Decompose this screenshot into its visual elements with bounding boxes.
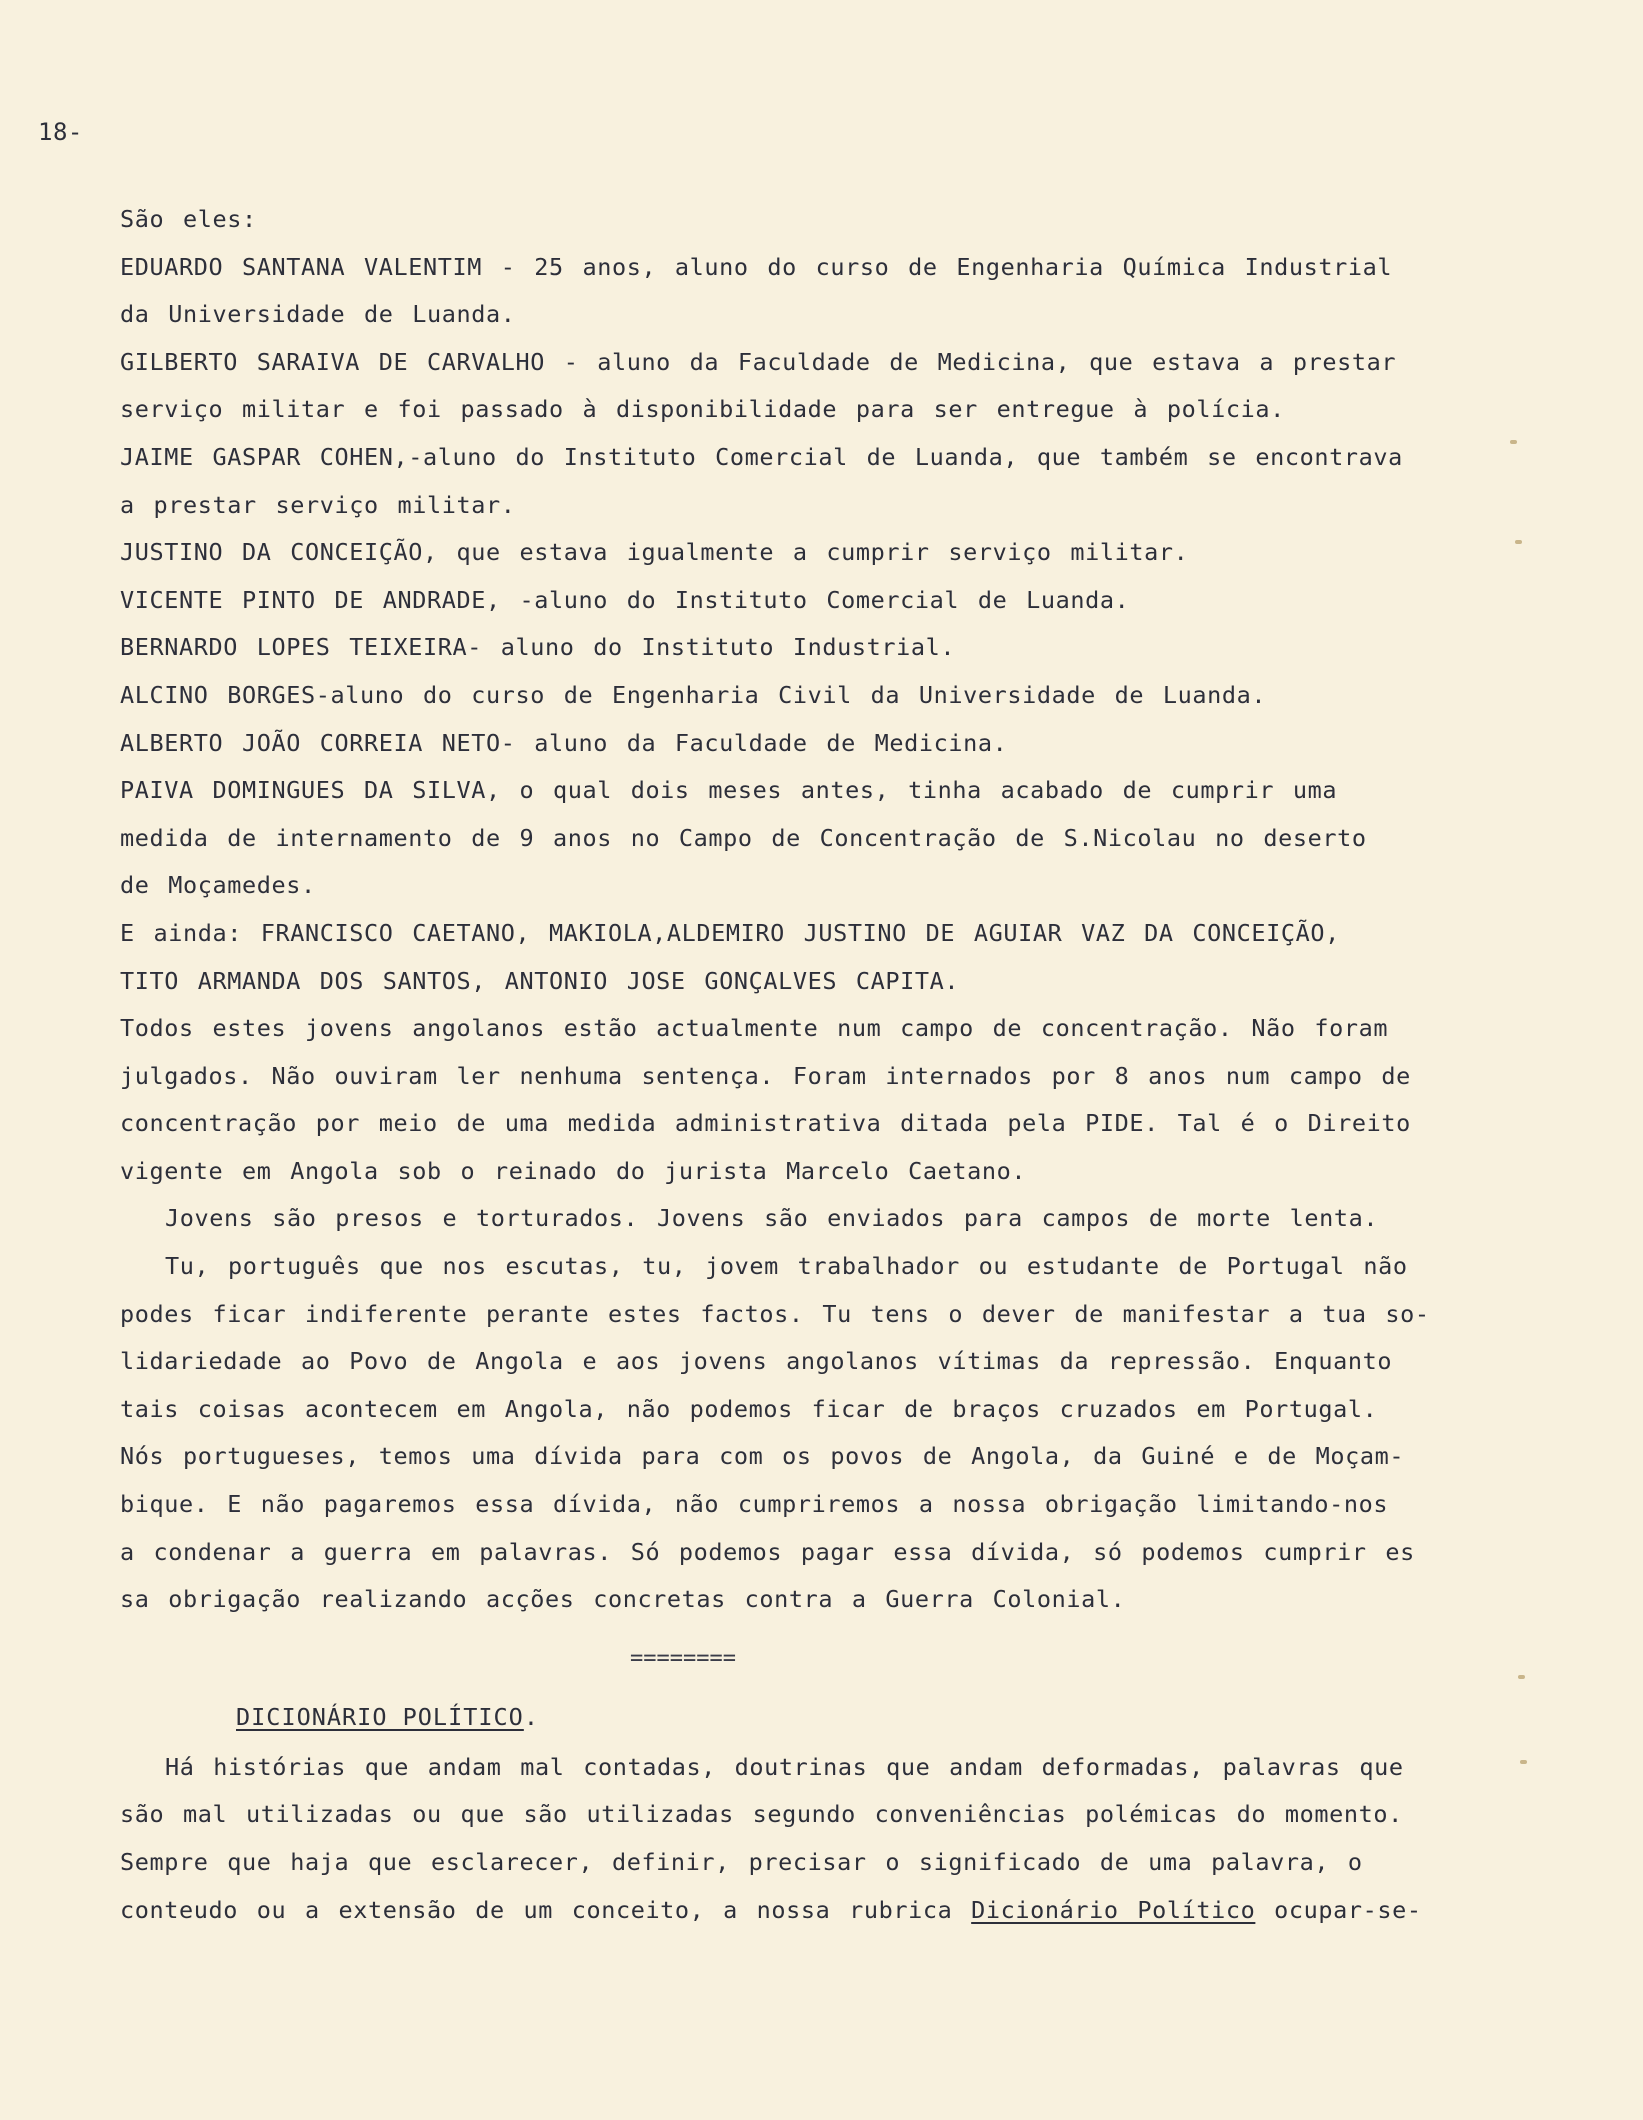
text-line: Todos estes jovens angolanos estão actualmente num campo de concentração. Não foram [120, 1014, 1389, 1043]
text-line: E ainda: FRANCISCO CAETANO, MAKIOLA,ALDEMIRO JUSTINO DE AGUIAR VAZ DA CONCEIÇÃO, [120, 918, 1340, 947]
text-line: Nós portugueses, temos uma dívida para com os povos de Angola, da Guiné e de Moçam- [120, 1442, 1405, 1471]
text-line: BERNARDO LOPES TEIXEIRA- aluno do Instituto Industrial. [120, 633, 956, 662]
text-line: de Moçamedes. [120, 871, 316, 900]
rubric-name: Dicionário Político [971, 1895, 1256, 1924]
text-line: ALBERTO JOÃO CORREIA NETO- aluno da Faculdade de Medicina. [120, 728, 1008, 757]
last-line-after: ocupar-se- [1255, 1895, 1422, 1924]
paper-speck [1518, 1675, 1525, 1679]
text-line: sa obrigação realizando acções concretas contra a Guerra Colonial. [120, 1585, 1126, 1614]
text-line-last [120, 1887, 1450, 1935]
text-line: são mal utilizadas ou que são utilizadas segundo conveniências polémicas do momento. [120, 1800, 1403, 1829]
paper-speck [1515, 540, 1522, 544]
text-line: tais coisas acontecem em Angola, não podemos ficar de braços cruzados em Portugal. [120, 1394, 1378, 1423]
text-line: a prestar serviço militar. [120, 490, 516, 519]
text-line: São eles: [120, 205, 257, 233]
paragraph-jovens [120, 1195, 1450, 1243]
text-line: Sempre que haja que esclarecer, definir, precisar o significado de uma palavra, o [120, 1848, 1363, 1876]
text-line: julgados. Não ouviram ler nenhuma sentença. Foram internados por 8 anos num campo de [120, 1061, 1411, 1090]
text-line: a condenar a guerra em palavras. Só podemos pagar essa dívida, só podemos cumprir es [120, 1537, 1415, 1566]
text-line: serviço militar e foi passado à disponibilidade para ser entregue à polícia. [120, 395, 1285, 424]
text-line: concentração por meio de uma medida administrativa ditada pela PIDE. Tal é o Direito [120, 1109, 1411, 1138]
section-title-text: DICIONÁRIO POLÍTICO [236, 1702, 524, 1731]
text-line: JAIME GASPAR COHEN,-aluno do Instituto Comercial de Luanda, que também se encontrava [120, 442, 1403, 471]
text-line: GILBERTO SARAIVA DE CARVALHO - aluno da Faculdade de Medicina, que estava a prestar [120, 347, 1397, 376]
text-line: Tu, português que nos escutas, tu, jovem trabalhador ou estudante de Portugal não [165, 1252, 1408, 1281]
text-line: lidariedade ao Povo de Angola e aos jovens angolanos vítimas da repressão. Enquanto [120, 1347, 1393, 1376]
text-line: Jovens são presos e torturados. Jovens são enviados para campos de morte lenta. [165, 1204, 1379, 1233]
text-line: podes ficar indiferente perante estes factos. Tu tens o dever de manifestar a tua so- [120, 1299, 1430, 1328]
paper-speck [1520, 1760, 1527, 1764]
text-line: da Universidade de Luanda. [120, 300, 516, 329]
section-title-suffix: . [523, 1702, 539, 1731]
text-line: bique. E não pagaremos essa dívida, não cumpriremos a nossa obrigação limitando-nos [120, 1490, 1389, 1519]
paragraph-dicionario [120, 1744, 1450, 1934]
body-text [120, 196, 1450, 1934]
text-line: medida de internamento de 9 anos no Campo de Concentração de S.Nicolau no deserto [120, 823, 1367, 852]
paragraph-appeal [120, 1243, 1450, 1624]
text-line: ALCINO BORGES-aluno do curso de Engenharia Civil da Universidade de Luanda. [120, 680, 1267, 709]
paragraph-names-list [120, 196, 1450, 1195]
text-line: vigente em Angola sob o reinado do jurista Marcelo Caetano. [120, 1156, 1027, 1185]
text-line: PAIVA DOMINGUES DA SILVA, o qual dois meses antes, tinha acabado de cumprir uma [120, 776, 1338, 805]
text-line: JUSTINO DA CONCEIÇÃO, que estava igualmente a cumprir serviço militar. [120, 538, 1189, 567]
text-line: Há histórias que andam mal contadas, doutrinas que andam deformadas, palavras que [165, 1752, 1404, 1781]
page-number: 18- [38, 118, 83, 146]
section-title [120, 1694, 1450, 1744]
section-separator: ======== [630, 1645, 736, 1671]
last-line-before: conteudo ou a extensão de um conceito, a nossa rubrica [120, 1895, 972, 1924]
text-line: VICENTE PINTO DE ANDRADE, -aluno do Instituto Comercial de Luanda. [120, 585, 1130, 614]
text-line: TITO ARMANDA DOS SANTOS, ANTONIO JOSE GONÇALVES CAPITA. [120, 966, 960, 995]
text-line: EDUARDO SANTANA VALENTIM - 25 anos, aluno do curso de Engenharia Química Industrial [120, 252, 1393, 281]
paper-speck [1510, 440, 1517, 444]
